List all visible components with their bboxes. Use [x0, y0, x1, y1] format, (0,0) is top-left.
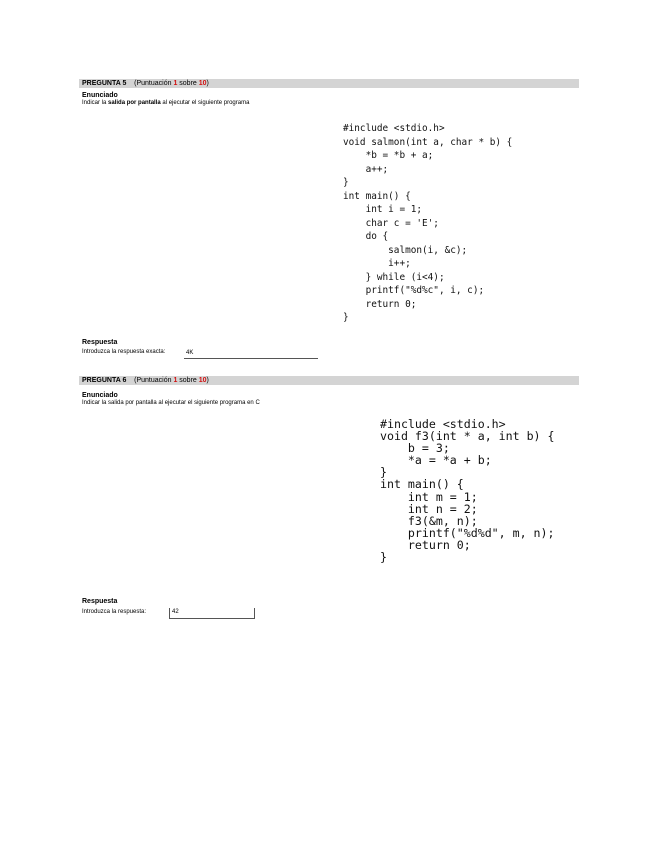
statement-label: Enunciado — [82, 92, 118, 99]
statement-text: Indicar la salida por pantalla al ejecutar el siguiente programa — [82, 100, 250, 106]
statement-label: Enunciado — [82, 392, 118, 399]
question-score: (Puntuación 1 sobre 10) — [134, 80, 209, 87]
statement-text: Indicar la salida por pantalla al ejecutar el siguiente programa en C — [82, 400, 260, 406]
code-listing: #include <stdio.h> void f3(int * a, int b) { b = 3; *a = *a + b; } int main() { int m = 1; int n = 2; f3(&m, n); printf("%d%d", m, n); return 0; } — [380, 417, 555, 565]
question-number: PREGUNTA 5 — [82, 80, 127, 87]
answer-input[interactable]: 4K — [184, 349, 318, 359]
question-5-header — [79, 79, 579, 88]
question-number: PREGUNTA 6 — [82, 377, 127, 384]
code-listing: #include <stdio.h> void salmon(int a, char * b) { *b = *b + a; a++; } int main() { int i = 1; char c = 'E'; do { salmon(i, &c); i++; } while (i<4); printf("%d%c", i, c); return 0; } — [343, 123, 513, 323]
answer-prompt: Introduzca la respuesta: — [82, 609, 147, 615]
question-score: (Puntuación 1 sobre 10) — [134, 377, 209, 384]
answer-label: Respuesta — [82, 339, 118, 346]
question-6-header — [79, 376, 579, 385]
answer-prompt: Introduzca la respuesta exacta: — [82, 349, 166, 355]
answer-input[interactable]: 42 — [169, 608, 255, 619]
answer-label: Respuesta — [82, 598, 118, 605]
